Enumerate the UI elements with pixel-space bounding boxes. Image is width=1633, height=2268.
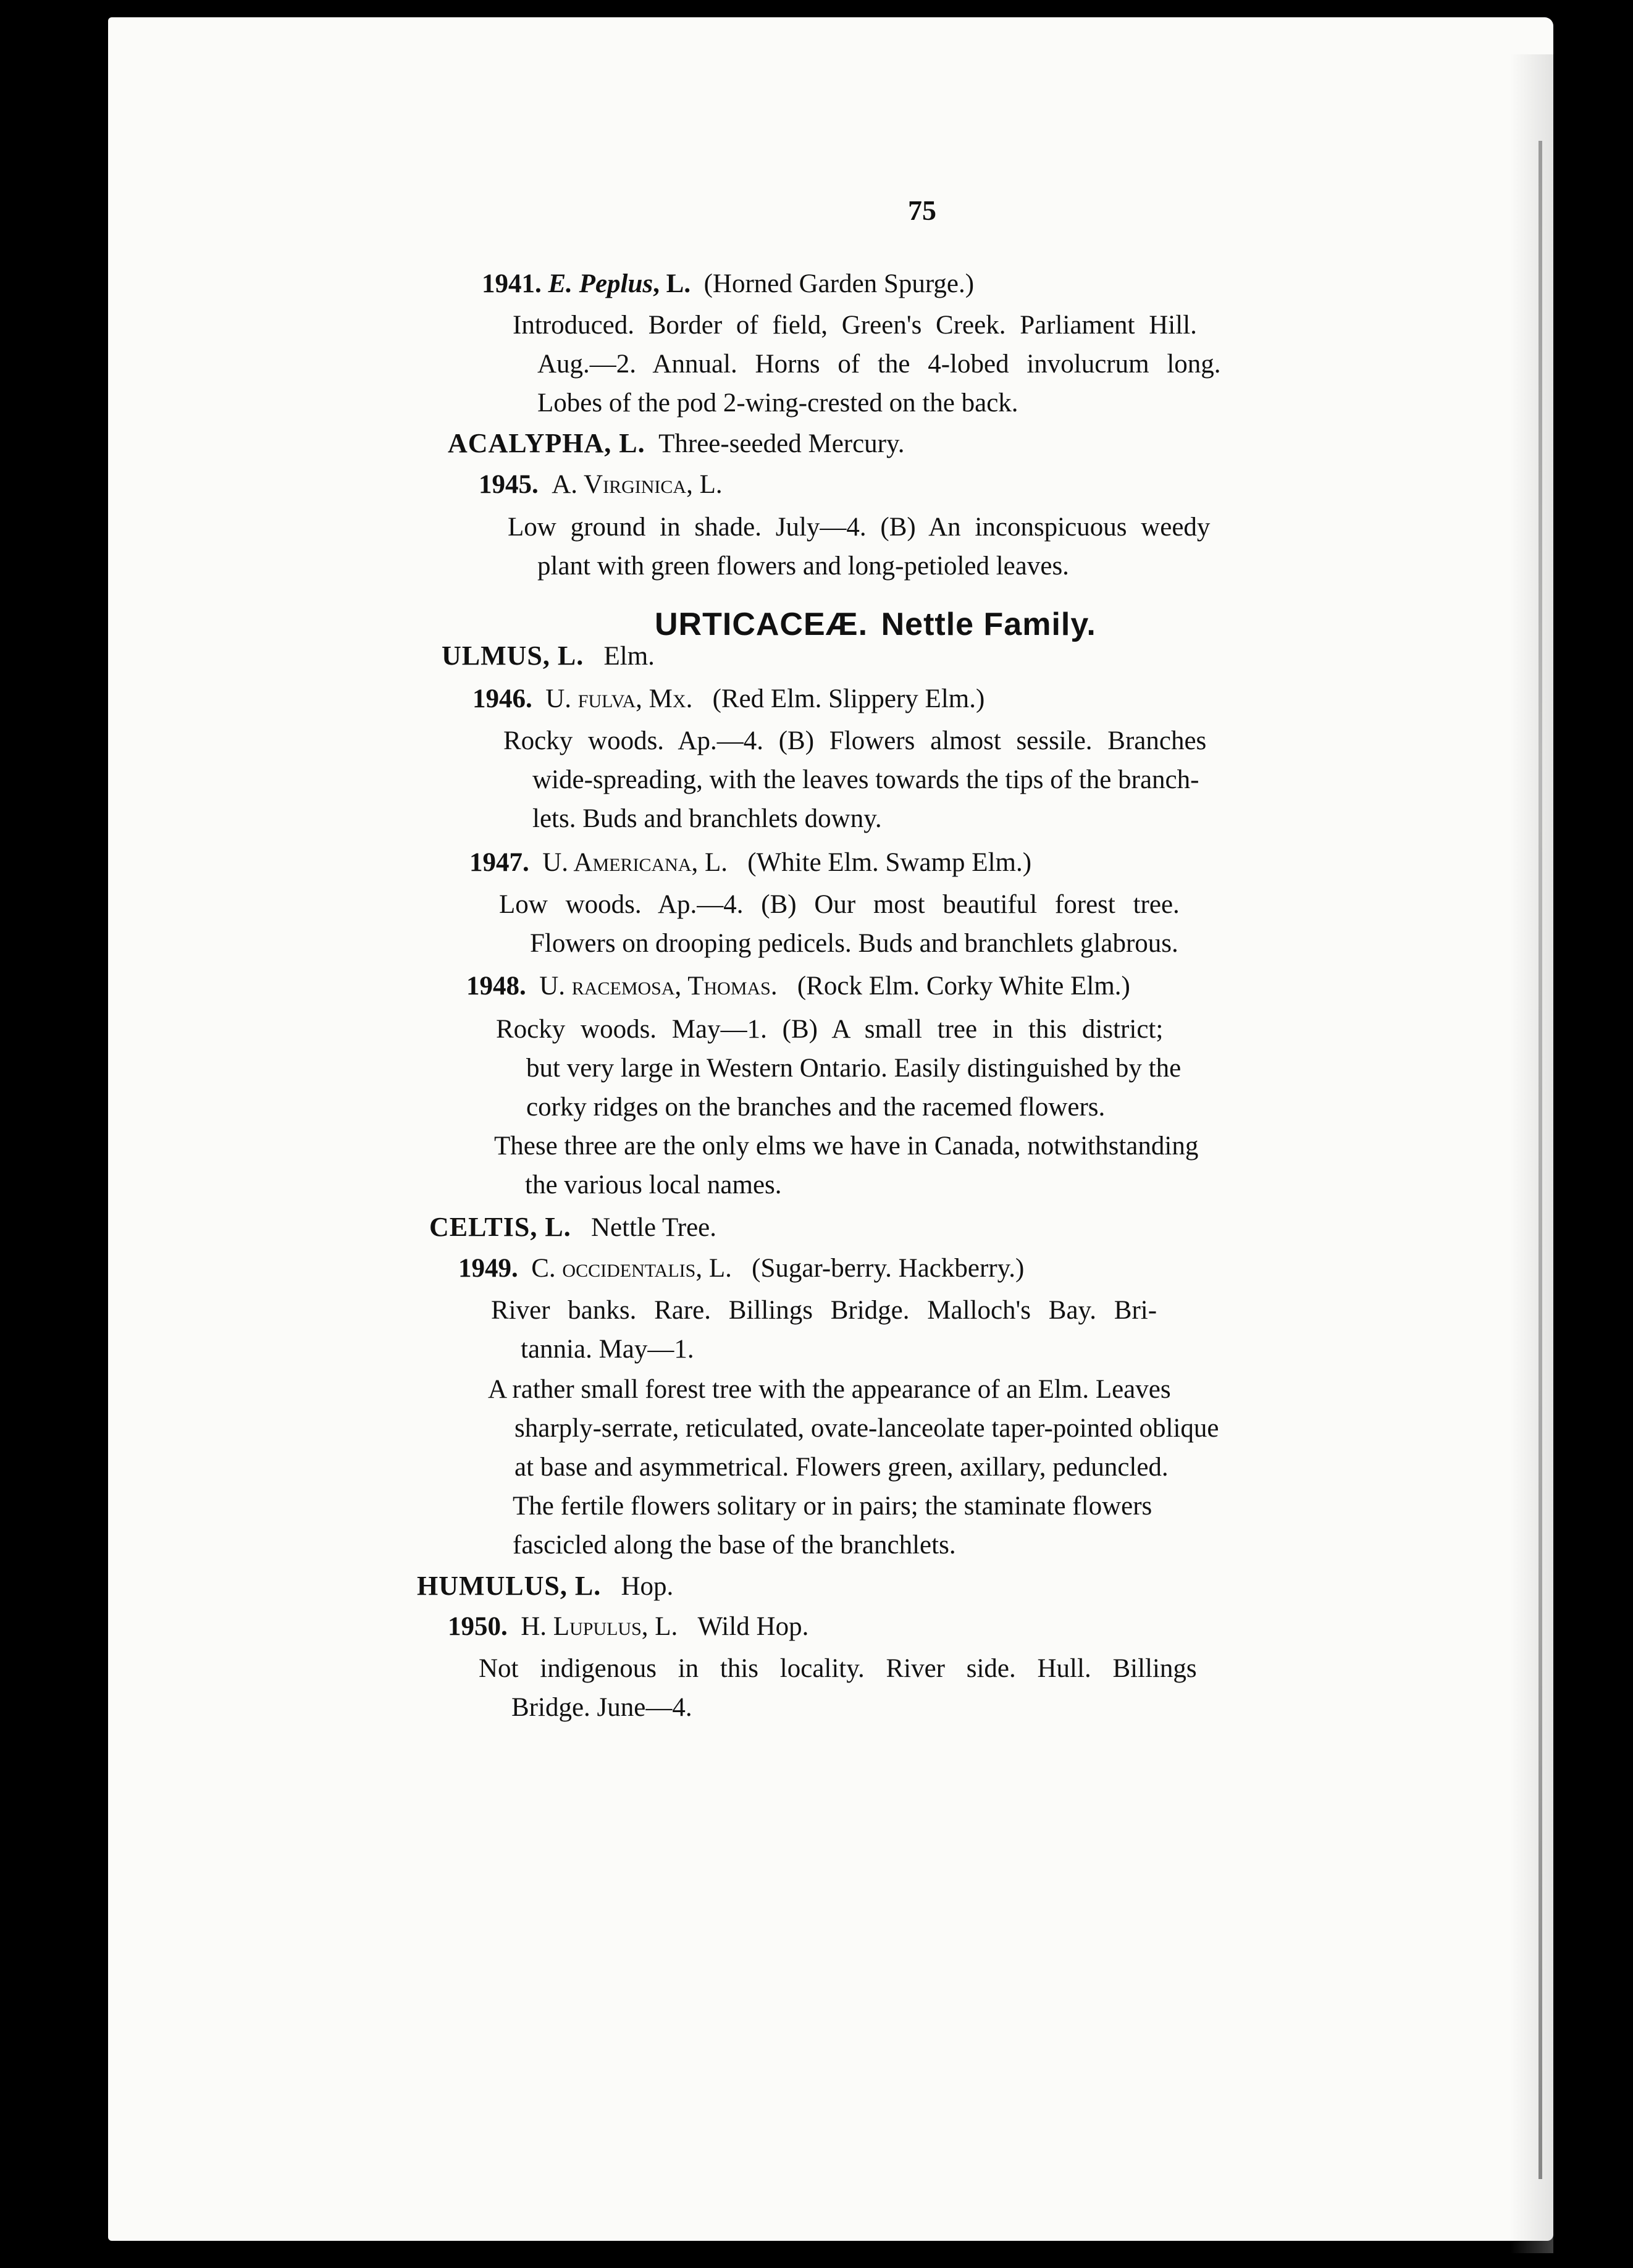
entry-1949-line-1: River banks. Rare. Billings Bridge. Malloch's Bay. Bri- — [491, 1296, 1157, 1325]
entry-1948-line-3: corky ridges on the branches and the racemed flowers. — [526, 1093, 1106, 1122]
species-name: U. Americana, L. — [542, 848, 728, 877]
entry-1945-line-1: Low ground in shade. July—4. (B) An inconspicuous weedy — [508, 513, 1211, 542]
entry-1941-line-2: Aug.—2. Annual. Horns of the 4-lobed involucrum long. — [537, 350, 1221, 379]
entry-1945-line-2: plant with green flowers and long-petioled leaves. — [537, 552, 1069, 581]
entry-1941-heading — [482, 271, 974, 297]
entry-1950-heading — [448, 1613, 808, 1640]
genus-common-name: Elm. — [603, 642, 655, 671]
entry-1949-line-5: at base and asymmetrical. Flowers green, axillary, peduncled. — [514, 1453, 1169, 1482]
entry-number: 1949. — [458, 1254, 518, 1283]
entry-1949-heading — [458, 1255, 1024, 1282]
entry-1948-line-2: but very large in Western Ontario. Easily distinguished by the — [526, 1054, 1182, 1083]
common-name: (Red Elm. Slippery Elm.) — [712, 684, 985, 713]
entry-1950-line-2: Bridge. June—4. — [511, 1693, 692, 1722]
genus-name: CELTIS, L. — [429, 1212, 571, 1242]
entry-1949-line-7: fascicled along the base of the branchlets. — [513, 1531, 956, 1560]
entry-1948-line-5: the various local names. — [525, 1170, 782, 1199]
genus-celtis — [429, 1214, 716, 1241]
page-edge-shadow — [1510, 54, 1553, 2253]
entry-1946-line-1: Rocky woods. Ap.—4. (B) Flowers almost sessile. Branches — [503, 726, 1207, 755]
entry-1949-line-2: tannia. May—1. — [521, 1335, 694, 1364]
species-name: C. occidentalis, L. — [531, 1254, 732, 1283]
genus-name: HUMULUS, L. — [417, 1571, 602, 1601]
entry-1941-line-3: Lobes of the pod 2-wing-crested on the back. — [537, 388, 1018, 418]
common-name: (White Elm. Swamp Elm.) — [747, 848, 1032, 877]
common-name: (Sugar-berry. Hackberry.) — [752, 1254, 1025, 1283]
entry-number: 1945. — [479, 470, 539, 499]
common-name: (Horned Garden Spurge.) — [703, 269, 975, 298]
family-heading — [655, 608, 1096, 640]
entry-1946-heading — [472, 686, 984, 712]
species-author: , L. — [653, 269, 691, 298]
entry-number: 1947. — [469, 848, 529, 877]
entry-1949-line-6: The fertile flowers solitary or in pairs; the staminate flowers — [513, 1492, 1152, 1521]
entry-1948-line-4: These three are the only elms we have in Canada, notwithstanding — [494, 1132, 1199, 1161]
genus-common-name: Three-seeded Mercury. — [658, 429, 905, 458]
common-name: Wild Hop. — [697, 1612, 809, 1641]
genus-acalypha — [448, 430, 904, 457]
entry-1941-line-1: Introduced. Border of field, Green's Creek. Parliament Hill. — [513, 311, 1197, 340]
entry-1947-heading — [469, 849, 1031, 876]
page-number: 75 — [908, 195, 936, 226]
genus-common-name: Nettle Tree. — [590, 1213, 717, 1242]
entry-number: 1948. — [466, 972, 526, 1001]
entry-1947-line-2: Flowers on drooping pedicels. Buds and branchlets glabrous. — [530, 929, 1178, 958]
species-name: A. Virginica, L. — [552, 470, 723, 499]
family-name: URTICACEÆ. — [655, 607, 868, 642]
entry-number: 1950. — [448, 1612, 508, 1641]
species-name: E. Peplus — [548, 269, 653, 298]
entry-1947-line-1: Low woods. Ap.—4. (B) Our most beautiful forest tree. — [499, 890, 1180, 919]
entry-1946-line-2: wide-spreading, with the leaves towards the tips of the branch- — [532, 765, 1199, 794]
genus-name: ACALYPHA, L. — [448, 428, 645, 458]
entry-number: 1941. — [482, 269, 542, 298]
common-name: (Rock Elm. Corky White Elm.) — [797, 972, 1130, 1001]
species-name: H. Lupulus, L. — [521, 1612, 678, 1641]
entry-1949-line-4: sharply-serrate, reticulated, ovate-lanceolate taper-pointed oblique — [514, 1414, 1219, 1443]
genus-ulmus — [442, 642, 655, 670]
entry-1946-line-3: lets. Buds and branchlets downy. — [532, 804, 882, 833]
genus-common-name: Hop. — [621, 1572, 674, 1601]
genus-name: ULMUS, L. — [442, 640, 584, 671]
entry-1950-line-1: Not indigenous in this locality. River side. Hull. Billings — [479, 1654, 1197, 1683]
species-name: U. racemosa, Thomas. — [539, 972, 778, 1001]
entry-1948-heading — [466, 973, 1130, 999]
family-common-name: Nettle Family. — [881, 607, 1096, 642]
genus-humulus — [417, 1573, 673, 1600]
entry-1948-line-1: Rocky woods. May—1. (B) A small tree in this district; — [496, 1015, 1164, 1044]
entry-number: 1946. — [472, 684, 532, 713]
species-name: U. fulva, Mx. — [545, 684, 693, 713]
entry-1949-line-3: A rather small forest tree with the appearance of an Elm. Leaves — [488, 1375, 1171, 1404]
page-fold-mark — [1539, 141, 1542, 2179]
entry-1945-heading — [479, 471, 723, 498]
